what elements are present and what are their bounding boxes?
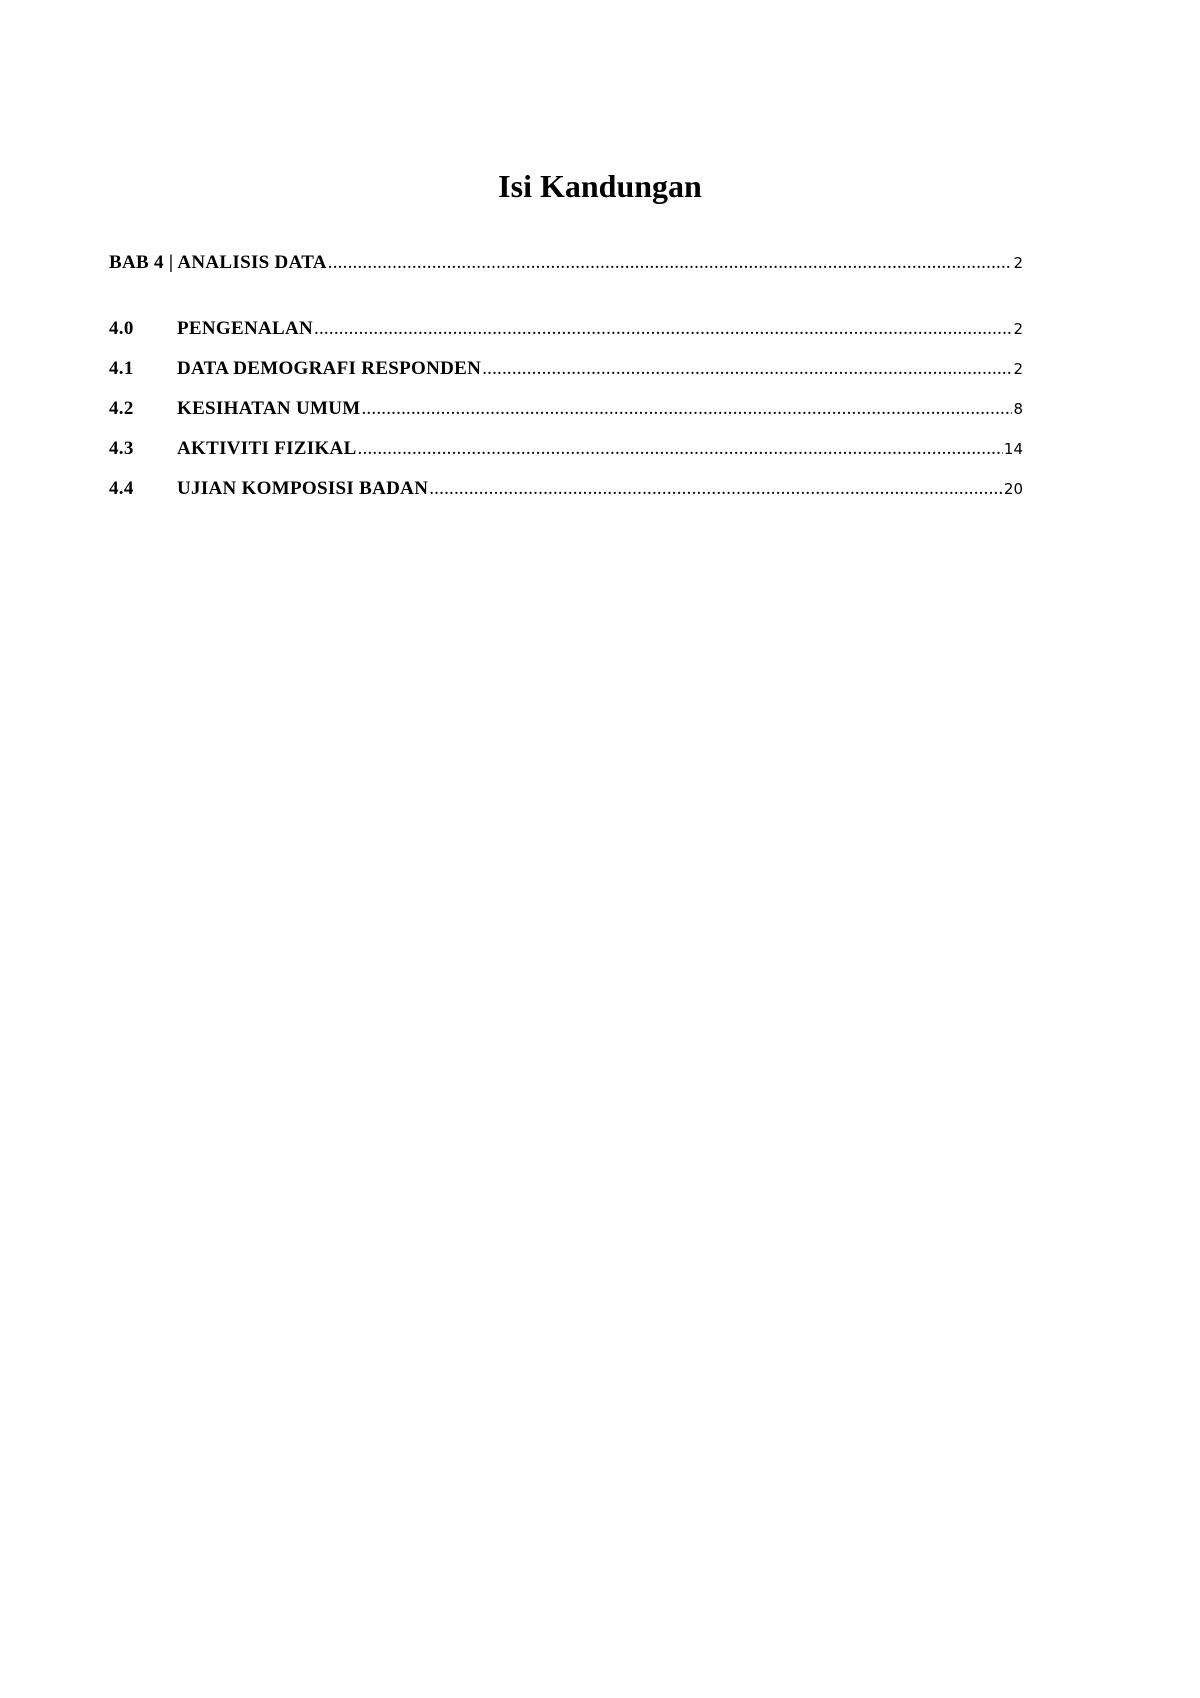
- toc-entry-label: BAB 4 | ANALISIS DATA: [109, 252, 327, 273]
- toc-dot-leader: [328, 243, 1013, 283]
- toc-entry-label: PENGENALAN: [177, 318, 314, 339]
- toc-entry-label: DATA DEMOGRAFI RESPONDEN: [177, 358, 482, 379]
- toc-page-number: 2: [1013, 254, 1023, 272]
- toc-section-number: 4.1: [109, 358, 134, 379]
- toc-section-number: 4.4: [109, 478, 134, 499]
- toc-dot-leader: [314, 309, 1012, 349]
- table-of-contents: [109, 243, 1023, 509]
- toc-entry-label: AKTIVITI FIZIKAL: [177, 438, 357, 459]
- toc-page-number: 20: [1003, 480, 1023, 498]
- toc-section-number: 4.3: [109, 438, 134, 459]
- toc-page-number: 2: [1013, 320, 1023, 338]
- toc-entry-section[interactable]: [109, 389, 1023, 429]
- toc-dot-leader: [429, 469, 1003, 509]
- toc-entry-section[interactable]: [109, 469, 1023, 509]
- toc-dot-leader: [482, 349, 1012, 389]
- toc-page-number: 14: [1003, 440, 1023, 458]
- toc-entry-section[interactable]: [109, 349, 1023, 389]
- toc-entry-section[interactable]: [109, 429, 1023, 469]
- page-title: Isi Kandungan: [498, 168, 702, 204]
- toc-section-number: 4.2: [109, 398, 134, 419]
- toc-page-number: 8: [1013, 400, 1023, 418]
- toc-section-number: 4.0: [109, 318, 134, 339]
- toc-entry-label: KESIHATAN UMUM: [177, 398, 361, 419]
- toc-entry-label: UJIAN KOMPOSISI BADAN: [177, 478, 429, 499]
- toc-entry-chapter[interactable]: [109, 243, 1023, 283]
- toc-dot-leader: [358, 429, 1003, 469]
- toc-entry-section[interactable]: [109, 309, 1023, 349]
- toc-page-number: 2: [1013, 360, 1023, 378]
- toc-dot-leader: [361, 389, 1012, 429]
